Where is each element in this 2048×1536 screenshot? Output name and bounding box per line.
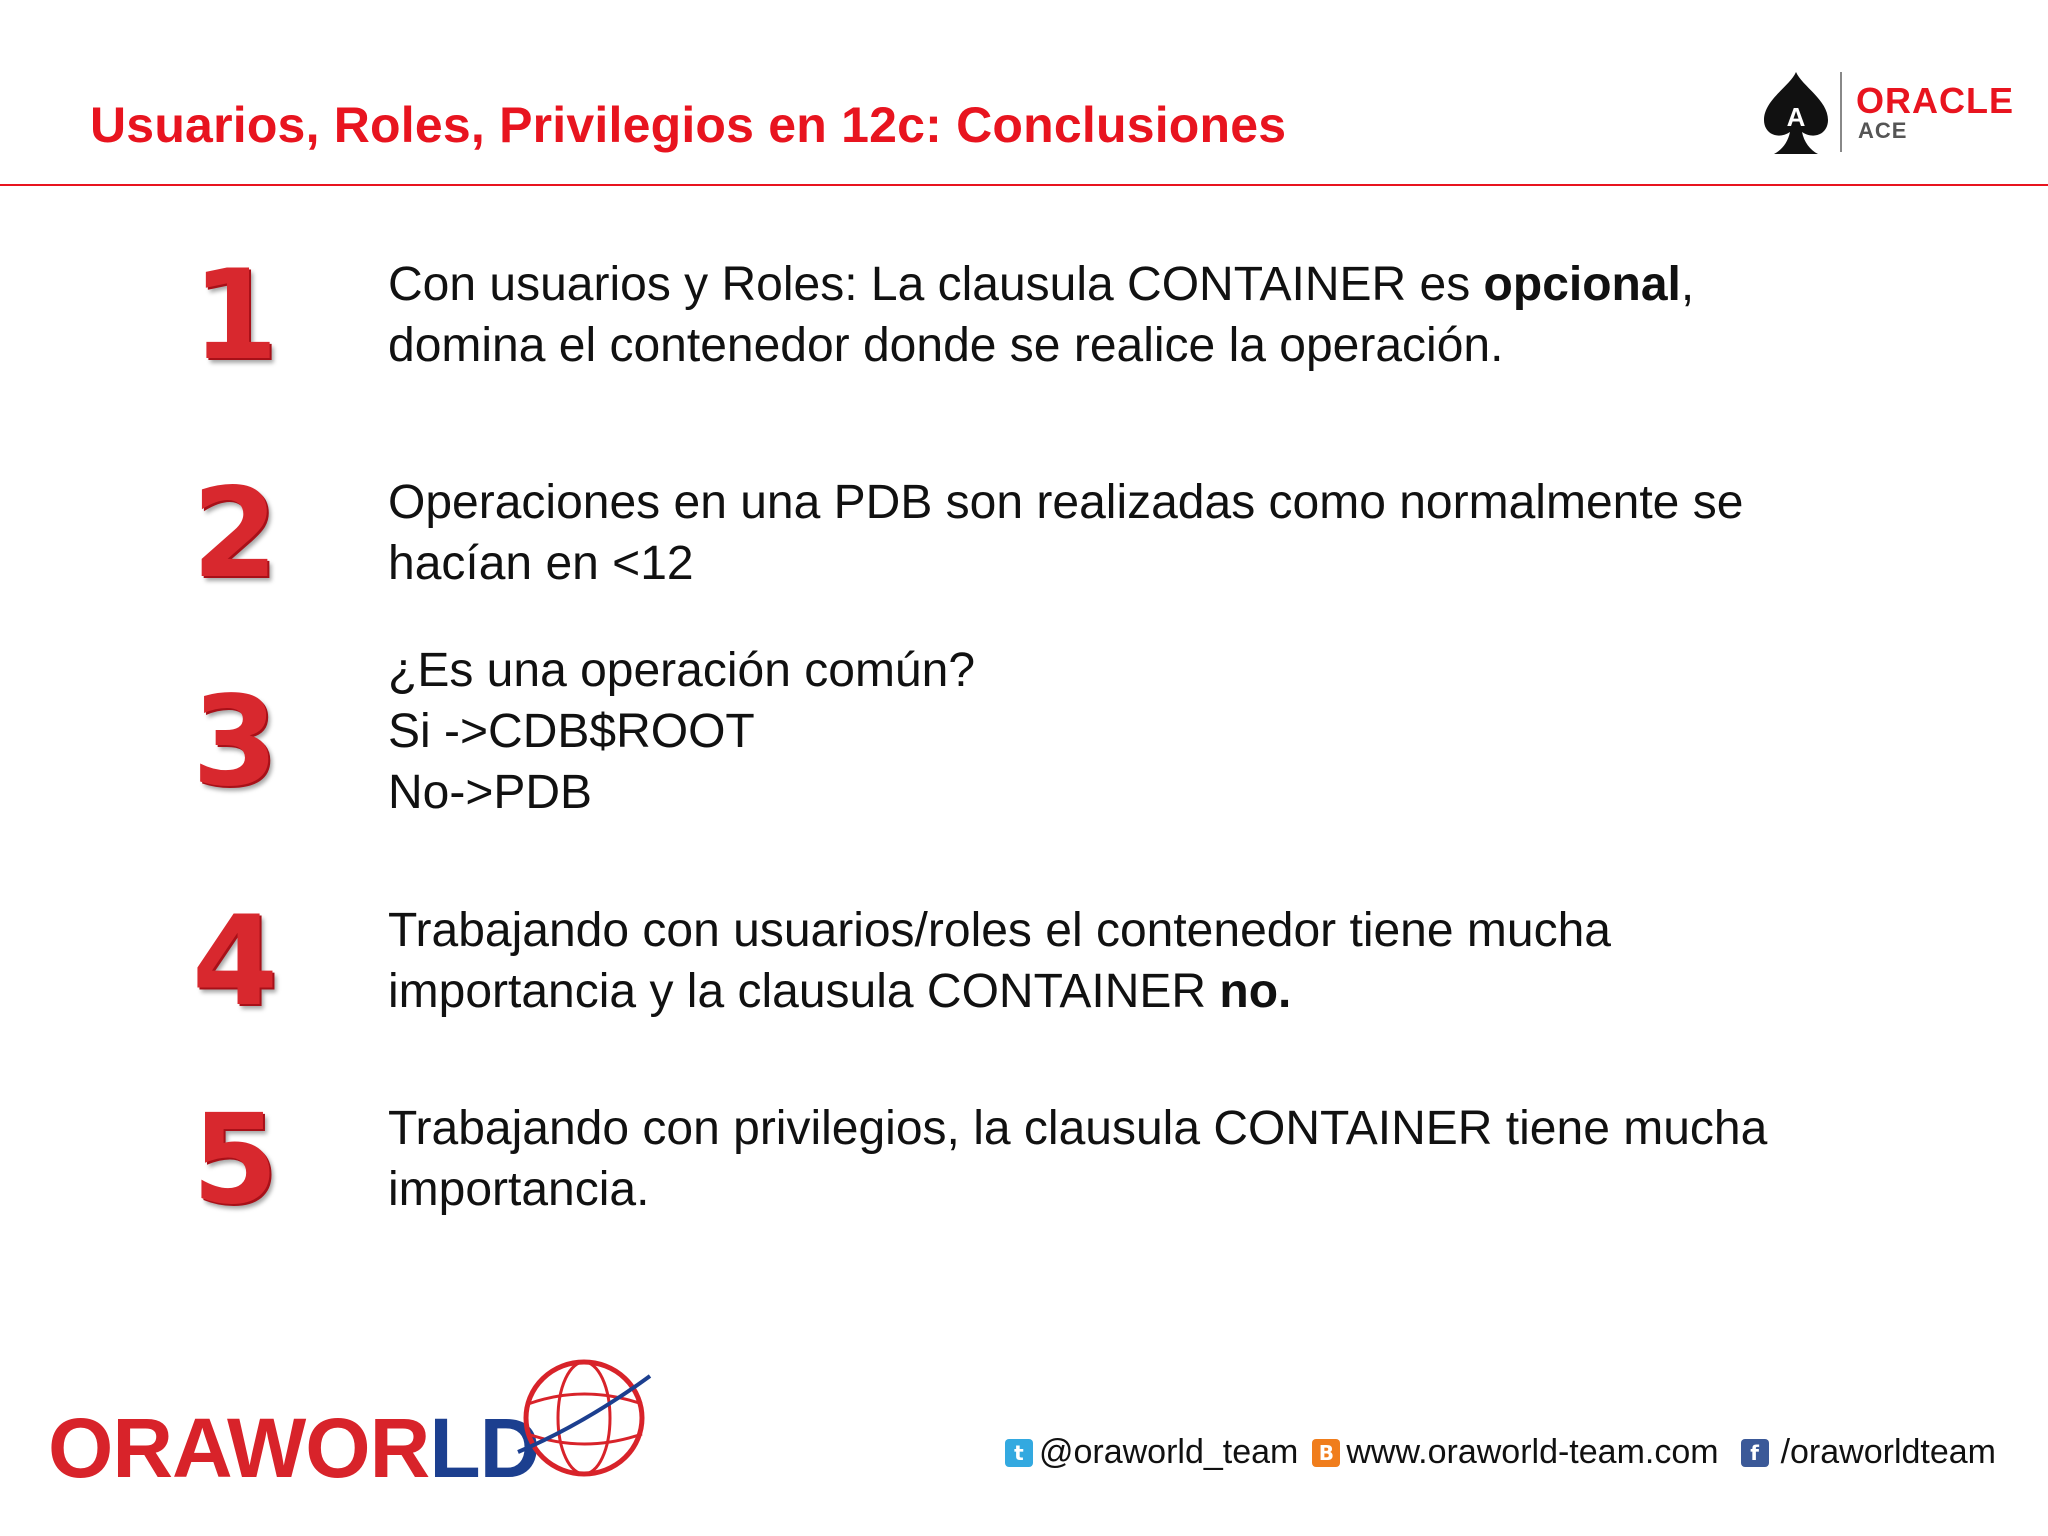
facebook-link[interactable]: /oraworldteam	[1780, 1433, 1996, 1471]
oraworld-logo	[44, 1354, 624, 1494]
item-text	[388, 472, 1988, 594]
item-line	[388, 961, 1988, 1022]
oracle-ace-logo	[1758, 70, 2038, 156]
bold-fragment: opcional	[1483, 258, 1681, 311]
oraworld-wordmark	[48, 1400, 539, 1497]
blogger-icon[interactable]: B	[1312, 1439, 1340, 1467]
twitter-icon[interactable]: t	[1005, 1439, 1033, 1467]
item-line: Operaciones en una PDB son realizadas como normalmente se	[388, 476, 1744, 529]
item-text	[388, 254, 1988, 376]
ace-spade-icon	[1760, 70, 1832, 156]
logo-divider	[1840, 72, 1842, 152]
footer-links	[1005, 1433, 1996, 1472]
wordmark-head: ORAWOR	[48, 1401, 430, 1495]
text-fragment: Con usuarios y Roles: La clausula CONTAINER es	[388, 258, 1484, 311]
item-line: Si ->CDB$ROOT	[388, 705, 755, 758]
wordmark-tail: LD	[429, 1401, 540, 1495]
item-line: hacían en <12	[388, 537, 694, 590]
item-line	[388, 254, 1988, 315]
website-link[interactable]: www.oraworld-team.com	[1346, 1433, 1719, 1471]
text-fragment: importancia y la clausula CONTAINER	[388, 965, 1220, 1018]
item-number: 5	[191, 1088, 279, 1232]
slide-title: Usuarios, Roles, Privilegios en 12c: Conclusiones	[90, 97, 1287, 153]
item-number: 4	[191, 890, 279, 1034]
facebook-icon[interactable]: f	[1741, 1439, 1769, 1467]
item-line: Trabajando con usuarios/roles el contenedor tiene mucha	[388, 904, 1611, 957]
item-text	[388, 640, 1988, 823]
item-number: 1	[191, 244, 279, 388]
item-number: 3	[191, 670, 279, 814]
item-line: No->PDB	[388, 766, 593, 819]
item-number: 2	[191, 462, 279, 606]
item-line: Trabajando con privilegios, la clausula CONTAINER tiene mucha	[388, 1102, 1768, 1155]
item-line: ¿Es una operación común?	[388, 644, 976, 697]
twitter-handle-link[interactable]: @oraworld_team	[1038, 1433, 1299, 1471]
item-text	[388, 900, 1988, 1022]
item-text	[388, 1098, 1988, 1220]
item-line: importancia.	[388, 1163, 650, 1216]
text-fragment: ,	[1680, 258, 1695, 311]
ace-wordmark: ACE	[1858, 118, 1908, 143]
globe-icon	[514, 1354, 654, 1484]
bold-fragment: no.	[1219, 965, 1292, 1018]
header-divider	[0, 184, 2048, 186]
svg-text:A: A	[1786, 102, 1806, 132]
item-line: domina el contenedor donde se realice la operación.	[388, 319, 1504, 372]
oracle-wordmark: ORACLE	[1856, 80, 2014, 121]
